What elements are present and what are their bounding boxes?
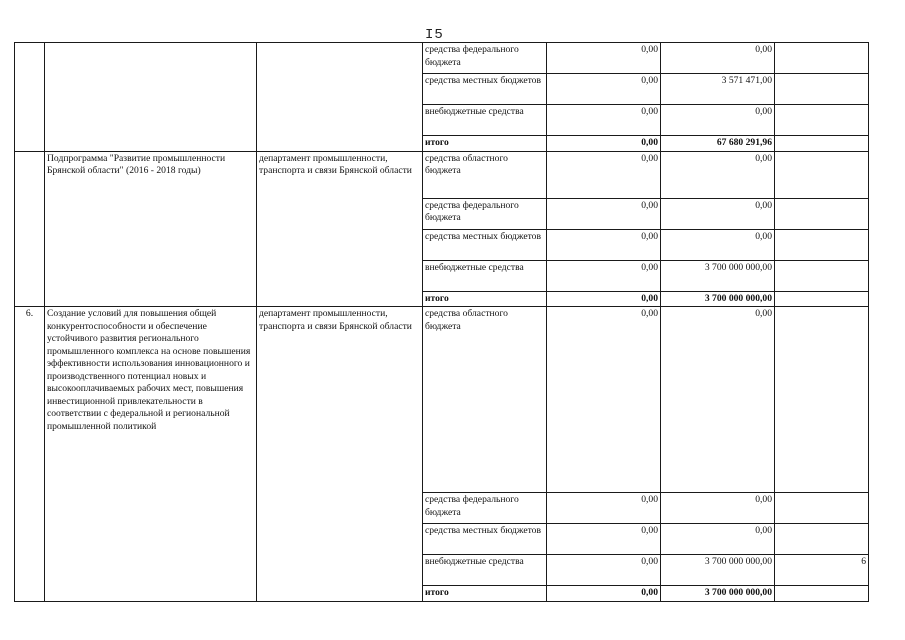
executor-cell (257, 43, 423, 152)
funding-source-label: внебюджетные средства (423, 555, 547, 586)
executor-cell: департамент промышленности, транспорта и связи Брянской области (257, 151, 423, 307)
extra-cell: 6 (775, 555, 869, 586)
total-value: 3 700 000 000,00 (661, 586, 775, 602)
value-cell: 0,00 (661, 524, 775, 555)
total-value: 0,00 (547, 136, 661, 152)
value-cell: 0,00 (547, 151, 661, 198)
table-row (15, 43, 869, 74)
value-cell: 0,00 (547, 198, 661, 229)
extra-cell (775, 43, 869, 74)
funding-source-label: внебюджетные средства (423, 105, 547, 136)
total-label: итого (423, 586, 547, 602)
extra-cell (775, 151, 869, 198)
value-cell: 0,00 (547, 524, 661, 555)
value-cell: 0,00 (547, 307, 661, 493)
funding-source-label: средства местных бюджетов (423, 229, 547, 260)
total-value: 0,00 (547, 586, 661, 602)
value-cell: 0,00 (661, 105, 775, 136)
row-number-cell (15, 151, 45, 307)
program-name-cell: Подпрограмма "Развитие промышленности Брянской области" (2016 - 2018 годы) (45, 151, 257, 307)
extra-cell (775, 307, 869, 493)
program-name-cell (45, 43, 257, 152)
table-row (15, 151, 869, 198)
funding-source-label: средства местных бюджетов (423, 74, 547, 105)
funding-source-label: средства областного бюджета (423, 151, 547, 198)
total-label: итого (423, 136, 547, 152)
value-cell: 0,00 (547, 229, 661, 260)
value-cell: 0,00 (661, 307, 775, 493)
value-cell: 0,00 (661, 43, 775, 74)
table-row (15, 307, 869, 493)
total-value: 67 680 291,96 (661, 136, 775, 152)
extra-cell (775, 198, 869, 229)
total-value: 0,00 (547, 291, 661, 307)
value-cell: 0,00 (661, 151, 775, 198)
value-cell: 0,00 (661, 198, 775, 229)
row-number-cell: 6. (15, 307, 45, 602)
executor-cell: департамент промышленности, транспорта и связи Брянской области (257, 307, 423, 602)
extra-cell (775, 105, 869, 136)
row-number-cell (15, 43, 45, 152)
value-cell: 0,00 (547, 74, 661, 105)
value-cell: 0,00 (547, 105, 661, 136)
value-cell: 0,00 (547, 555, 661, 586)
extra-cell (775, 291, 869, 307)
extra-cell (775, 586, 869, 602)
value-cell: 3 700 000 000,00 (661, 555, 775, 586)
extra-cell (775, 229, 869, 260)
value-cell: 0,00 (661, 229, 775, 260)
extra-cell (775, 136, 869, 152)
funding-source-label: средства федерального бюджета (423, 198, 547, 229)
value-cell: 0,00 (547, 260, 661, 291)
extra-cell (775, 524, 869, 555)
total-value: 3 700 000 000,00 (661, 291, 775, 307)
extra-cell (775, 493, 869, 524)
program-name-cell: Создание условий для повышения общей конкурентоспособности и обеспечение устойчивого развития регионального промышленного комплекса на основе повышения эффективности использования инновационного и производственного потенциал новых и высокооплачиваемых рабочих мест, повышения инвестиционной привлекательности в соответствии с федеральной и региональной промышленной политикой (45, 307, 257, 602)
extra-cell (775, 260, 869, 291)
value-cell: 3 700 000 000,00 (661, 260, 775, 291)
value-cell: 0,00 (547, 43, 661, 74)
budget-table (14, 42, 869, 602)
value-cell: 0,00 (547, 493, 661, 524)
page-number: I5 (425, 27, 444, 43)
value-cell: 3 571 471,00 (661, 74, 775, 105)
funding-source-label: средства местных бюджетов (423, 524, 547, 555)
extra-cell (775, 74, 869, 105)
total-label: итого (423, 291, 547, 307)
value-cell: 0,00 (661, 493, 775, 524)
funding-source-label: средства федерального бюджета (423, 493, 547, 524)
funding-source-label: средства областного бюджета (423, 307, 547, 493)
funding-source-label: внебюджетные средства (423, 260, 547, 291)
funding-source-label: средства федерального бюджета (423, 43, 547, 74)
